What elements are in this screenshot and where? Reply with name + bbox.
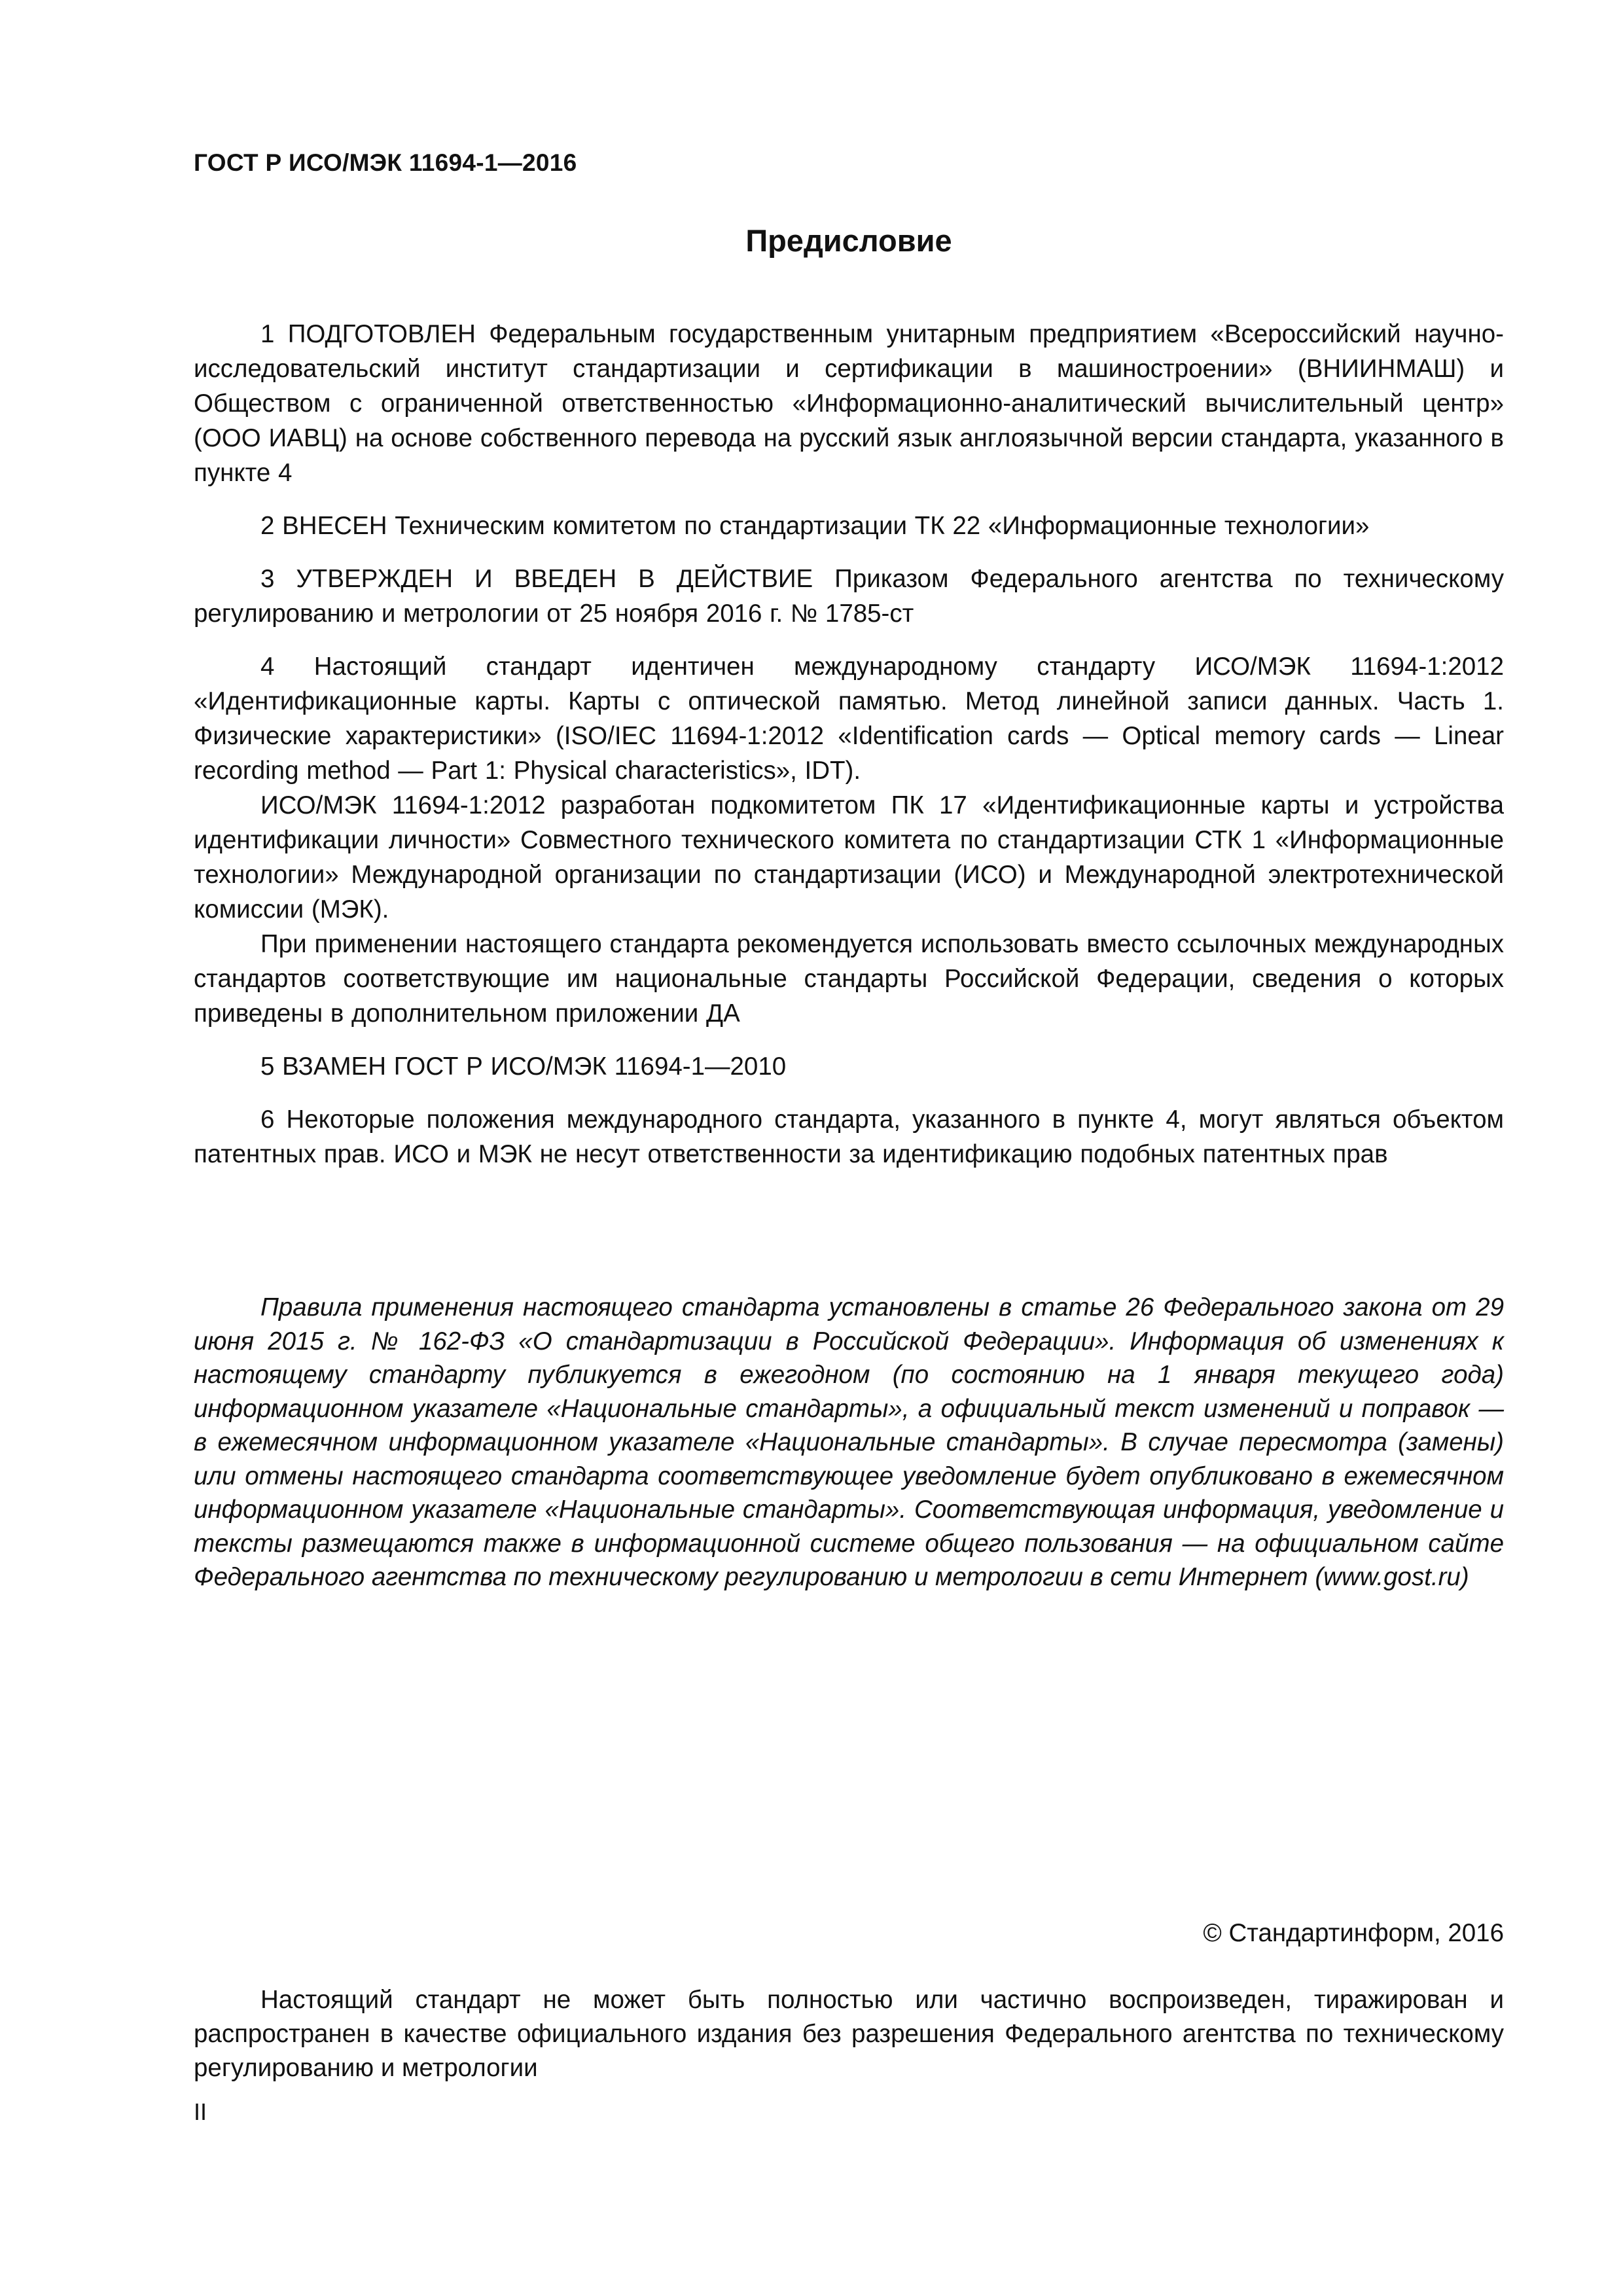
paragraph-6-patents: 6 Некоторые положения международного стандарта, указанного в пункте 4, могут являться объектом патентных прав. ИСО и МЭК не несут ответственности за идентификацию подобных патентных прав bbox=[194, 1105, 1504, 1168]
notice-text: Правила применения настоящего стандарта установлены в статье 26 Федерального закона от 29 июня 2015 г. № 162-ФЗ «О стандартизации в Российской Федерации». Информация об изменениях к настоящему стандарту публикуется в ежегодном (по состоянию на 1 января текущего года) информационном указателе «Национальные стандарты», а официальный текст изменений и поправок — в ежемесячном информационном указателе «Национальные стандарты». В случае пересмотра (замены) или отмены настоящего стандарта соответствующее уведомление будет опубликовано в ежемесячном информационном указателе «Национальные стандарты». Соответствующая информация, уведомление и тексты размещаются также в информационной системе общего пользования — на официальном сайте Федерального агентства по техническому регулированию и метрологии в сети Интернет (www.gost.ru) bbox=[194, 1293, 1504, 1591]
paragraph-2-submitted: 2 ВНЕСЕН Техническим комитетом по стандартизации ТК 22 «Информационные технологии» bbox=[260, 512, 1370, 540]
page-number: II bbox=[194, 2098, 207, 2125]
copyright-line: © Стандартинформ, 2016 bbox=[1203, 1919, 1504, 1947]
paragraph-3-approved: 3 УТВЕРЖДЕН И ВВЕДЕН В ДЕЙСТВИЕ Приказом Федерального агентства по техническому регулированию и метрологии от 25 ноября 2016 г. № 1785-ст bbox=[194, 565, 1504, 628]
rights-text: Настоящий стандарт не может быть полностью или частично воспроизведен, тиражирован и распространен в качестве официального издания без разрешения Федерального агентства по техническому регулированию и метрологии bbox=[194, 1986, 1504, 2082]
application-rules-notice bbox=[194, 1291, 1504, 1594]
paragraph-1-prepared: 1 ПОДГОТОВЛЕН Федеральным государственным унитарным предприятием «Всероссийский научно-исследовательский институт стандартизации и сертификации в машиностроении» (ВНИИНМАШ) и Обществом с ограниченной ответственностью «Информационно-аналитический вычислительный центр» (ООО ИАВЦ) на основе собственного перевода на русский язык англоязычной версии стандарта, указанного в пункте 4 bbox=[194, 320, 1504, 487]
paragraph-5-replaces: 5 ВЗАМЕН ГОСТ Р ИСО/МЭК 11694-1—2010 bbox=[260, 1052, 787, 1081]
paragraph-4-application: При применении настоящего стандарта рекомендуется использовать вместо ссылочных международных стандартов соответствующие им национальные стандарты Российской Федерации, сведения о которых приведены в дополнительном приложении ДА bbox=[194, 930, 1504, 1028]
document-code-header: ГОСТ Р ИСО/МЭК 11694-1—2016 bbox=[194, 149, 577, 176]
paragraph-4-identical: 4 Настоящий стандарт идентичен международному стандарту ИСО/МЭК 11694-1:2012 «Идентификационные карты. Карты с оптической памятью. Метод линейной записи данных. Часть 1. Физические характеристики» (ISO/IEC 11694-1:2012 «Identification cards — Optical memory cards — Linear recording method — Part 1: Physical characteristics», IDT). bbox=[194, 653, 1504, 785]
paragraph-4-developed-by: ИСО/МЭК 11694-1:2012 разработан подкомитетом ПК 17 «Идентификационные карты и устройства идентификации личности» Совместного технического комитета по стандартизации СТК 1 «Информационные технологии» Международной организации по стандартизации (ИСО) и Международной электротехнической комиссии (МЭК). bbox=[194, 791, 1504, 924]
page-title: Предисловие bbox=[745, 223, 952, 258]
reproduction-rights bbox=[194, 1983, 1504, 2085]
foreword-body bbox=[194, 317, 1504, 1172]
